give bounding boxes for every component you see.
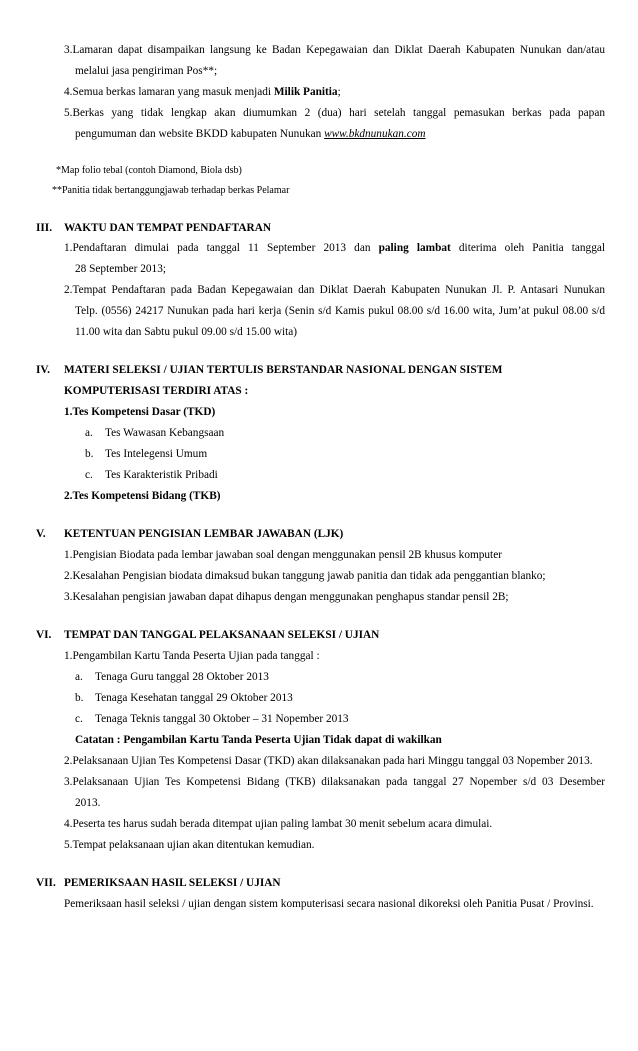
section-4-sub-b-text: Tes Intelegensi Umum [105,448,208,460]
section-7-text: Pemeriksaan hasil seleksi / ujian dengan sistem komputerisasi secara nasional dikoreksi oleh Panitia Pusat / Provinsi. [64,898,594,910]
section-6-item-4: 4.Peserta tes harus sudah berada ditempat ujian paling lambat 30 menit sebelum acara dimulai. [64,818,493,830]
section-3-item-1-text-a: 1.Pendaftaran dimulai pada tanggal 11 September 2013 dan [64,242,379,254]
list-item-4 [64,86,341,98]
section-4-sub-a-text: Tes Wawasan Kebangsaan [105,427,225,439]
section-4-sub-c-text: Tes Karakteristik Pribadi [105,469,218,481]
section-6-title: TEMPAT DAN TANGGAL PELAKSANAAN SELEKSI / UJIAN [64,629,380,641]
list-item-5-text: pengumuman dan website BKDD kabupaten Nunukan [75,128,325,140]
section-4-tkd: 1.Tes Kompetensi Dasar (TKD) [64,406,216,418]
list-item-4-text: 4.Semua berkas lamaran yang masuk menjadi [64,86,274,98]
section-6-sub-b-text: Tenaga Kesehatan tanggal 29 Oktober 2013 [95,692,293,704]
section-6-item-3-line2: 2013. [75,797,101,809]
section-6-sub-a-text: Tenaga Guru tanggal 28 Oktober 2013 [95,671,269,683]
section-6-item-2: 2.Pelaksanaan Ujian Tes Kompetensi Dasar (TKD) akan dilaksanakan pada hari Minggu tanggal 03 Nopember 2013. [64,755,593,767]
section-5-item-3: 3.Kesalahan pengisian jawaban dapat dihapus dengan menggunakan penghapus standar pensil 2B; [64,591,509,603]
section-3-item-1-line2: 28 September 2013; [75,263,166,275]
footnote-1: *Map folio tebal (contoh Diamond, Biola dsb) [56,165,242,176]
section-5-item-2: 2.Kesalahan Pengisian biodata dimaksud bukan tanggung jawab panitia dan tidak ada penggantian blanko; [64,570,546,582]
section-3-item-1-text-b: diterima oleh Panitia tanggal [450,242,606,254]
section-5-item-1: 1.Pengisian Biodata pada lembar jawaban soal dengan menggunakan pensil 2B khusus komputer [64,549,502,561]
section-3-item-2-line2: Telp. (0556) 24217 Nunukan pada hari kerja (Senin s/d Kamis pukul 08.00 s/d 16.00 wita, Jum’at pukul 08.00 s/d [75,305,605,317]
section-3-item-1-bold: paling lambat [378,242,451,254]
section-7-title: PEMERIKSAAN HASIL SELEKSI / UJIAN [64,877,281,889]
section-5-number: V. [36,528,46,540]
section-3-item-2-line3: 11.00 wita dan Sabtu pukul 09.00 s/d 15.00 wita) [75,326,298,338]
section-5-title: KETENTUAN PENGISIAN LEMBAR JAWABAN (LJK) [64,528,344,540]
section-3-item-1-line1 [64,242,605,254]
list-item-3-line2: melalui jasa pengiriman Pos**; [75,65,218,77]
section-3-number: III. [36,222,53,234]
section-6-sub-c-text: Tenaga Teknis tanggal 30 Oktober – 31 Nopember 2013 [95,713,349,725]
section-4-sub-b-letter: b. [85,448,94,460]
section-6-sub-b-letter: b. [75,692,84,704]
website-link[interactable]: www.bkdnunukan.com [324,128,426,140]
section-6-catatan: Catatan : Pengambilan Kartu Tanda Peserta Ujian Tidak dapat di wakilkan [75,734,442,746]
section-6-item-5: 5.Tempat pelaksanaan ujian akan ditentukan kemudian. [64,839,315,851]
list-item-4-bold: Milik Panitia [273,86,338,98]
section-4-title-line2: KOMPUTERISASI TERDIRI ATAS : [64,385,249,397]
section-3-item-2-line1: 2.Tempat Pendaftaran pada Badan Kepegawaian dan Diklat Daerah Kabupaten Nunukan Jl. P. Antasari Nunukan [64,284,605,296]
section-6-item-3-line1: 3.Pelaksanaan Ujian Tes Kompetensi Bidang (TKB) dilaksanakan pada tanggal 27 Nopember s/d 03 Desember [64,776,605,788]
list-item-5-line2 [75,128,426,140]
section-6-sub-a-letter: a. [75,671,83,683]
list-item-4-end: ; [337,86,341,98]
section-3-title: WAKTU DAN TEMPAT PENDAFTARAN [64,222,272,234]
section-4-number: IV. [36,364,50,376]
section-6-sub-c-letter: c. [75,713,83,725]
section-4-tkb: 2.Tes Kompetensi Bidang (TKB) [64,490,221,502]
footnote-2: **Panitia tidak bertanggungjawab terhadap berkas Pelamar [52,185,290,196]
section-6-number: VI. [36,629,52,641]
section-7-number: VII. [36,877,56,889]
section-4-sub-a-letter: a. [85,427,93,439]
list-item-3-line1: 3.Lamaran dapat disampaikan langsung ke Badan Kepegawaian dan Diklat Daerah Kabupaten Nunukan dan/atau [64,44,605,56]
section-4-sub-c-letter: c. [85,469,93,481]
section-4-title-line1: MATERI SELEKSI / UJIAN TERTULIS BERSTANDAR NASIONAL DENGAN SISTEM [64,364,503,376]
section-6-item-1: 1.Pengambilan Kartu Tanda Peserta Ujian pada tanggal : [64,650,320,662]
list-item-5-line1: 5.Berkas yang tidak lengkap akan diumumkan 2 (dua) hari setelah tanggal pemasukan berkas pada papan [64,107,605,119]
